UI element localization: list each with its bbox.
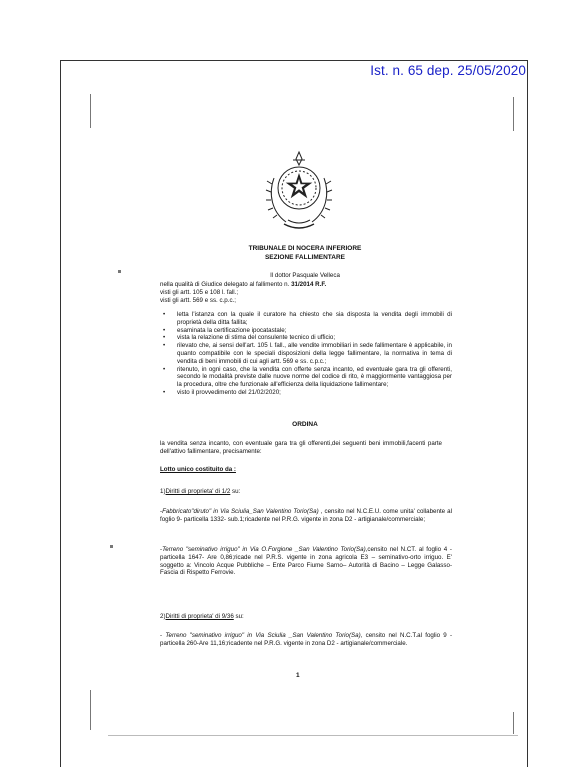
lot-number: 2) xyxy=(160,613,166,620)
list-item: • rilevato che, ai sensi dell'art. 105 l. fall., alle vendite immobiliari in sede fallimentare è applicabile, in quanto compatibile con le speciali disposizioni della legge fallimentare, la normativa in tema di vendita di beni immobili di cui agli artt. 569 e ss. c.p.c.; xyxy=(160,342,452,365)
lot-1-item-1 xyxy=(160,508,452,524)
item-title: Terreno "seminativo irriguo" in Via Sciulia _San Valentino Torio(Sa) xyxy=(165,632,361,639)
visti-line: visti gli artt. 105 e 108 l. fall.; xyxy=(160,289,239,296)
item-body: , censito nel N.C.E.U. come unita' collabente al foglio 9- particella 1332- sub.1;ricadente nel P.R.G. vigente in zona D2 - artigianale/commerciale; xyxy=(160,508,452,523)
lot-suffix: su: xyxy=(233,613,244,620)
order-text: la vendita senza incanto, con eventuale gara tra gli offerenti,dei seguenti beni immobili,facenti parte dell'attivo fallimentare, precisamente: xyxy=(160,440,442,455)
delegation-text: nella qualità di Giudice delegato al fallimento n. xyxy=(160,281,290,288)
republic-emblem-icon xyxy=(264,148,334,232)
judge-intro: Il dottor Pasquale Velleca xyxy=(270,272,340,279)
item-body: ,censito nel N.CT. al foglio 4 -particella 1647- Are 0,86;ricade nel P.R.S. vigente in zona agricola E3 – seminativo-orto irriguo. E' soggetto a: Vincolo Acque Pubbliche – Ente Parco Fiume Sarno– Autorità di Bacino – Legge Galasso-Fascia di Rispetto Ferrovie. xyxy=(160,546,452,577)
order-heading: ORDINA xyxy=(292,421,318,428)
visti-line: visti gli artt. 569 e ss. c.p.c.; xyxy=(160,297,236,304)
item-title: Fabbricato"diruto" in Via Sciulia_San Valentino Torio(Sa) xyxy=(162,508,319,515)
item-lead: - xyxy=(160,508,163,515)
item-lead: - xyxy=(160,632,166,639)
judge-delegation xyxy=(160,281,452,289)
case-number: 31/2014 R.F. xyxy=(291,281,327,288)
lot-rights: Diritti di proprieta' di 9/36 xyxy=(165,613,234,620)
lot-suffix: su: xyxy=(230,488,241,495)
lot-heading: Lotto unico costituito da : xyxy=(160,466,236,473)
list-item: • vista la relazione di stima del consulente tecnico di ufficio; xyxy=(160,334,452,342)
margin-mark xyxy=(90,690,91,730)
court-name: TRIBUNALE DI NOCERA INFERIORE xyxy=(248,245,362,252)
item-title: Terreno "seminativo irriguo" in Via O.Forgione _San Valentino Torio(Sa) xyxy=(162,546,366,553)
margin-rule xyxy=(108,735,518,736)
lot-rights: Diritti di proprieta' di 1/2 xyxy=(165,488,231,495)
margin-mark xyxy=(513,712,514,734)
lot-2-item-1 xyxy=(160,632,452,648)
page-number: 1 xyxy=(296,672,300,679)
list-item: • esaminata la certificazione ipocatastale; xyxy=(160,327,452,335)
lot-1-rights xyxy=(160,488,452,496)
deposit-stamp: Ist. n. 65 dep. 25/05/2020 xyxy=(370,63,526,78)
lot-1-item-2 xyxy=(160,546,452,577)
margin-mark xyxy=(90,94,91,128)
lot-2-rights xyxy=(160,613,452,621)
item-body: , censito nel N.C.T.al foglio 9 -particella 260-Are 11,16;ricadente nel P.R.G. vigente in zona D2 - artigianale/commerciale. xyxy=(160,632,453,647)
item-lead: - xyxy=(160,546,163,553)
considerations-list xyxy=(160,311,452,397)
court-section: SEZIONE FALLIMENTARE xyxy=(264,254,346,261)
list-item: • letta l'istanza con la quale il curatore ha chiesto che sia disposta la vendita degli immobili di proprietà della ditta fallita; xyxy=(160,311,452,327)
lot-number: 1) xyxy=(160,488,166,495)
list-item: • ritenuto, in ogni caso, che la vendita con offerte senza incanto, ed eventuale gara tra gli offerenti, secondo le modalità previste dalle nuove norme del codice di rito, è maggiormente vantaggiosa per la procedura, oltre che funzionale all'efficienza della liquidazione fallimentare; xyxy=(160,366,452,389)
margin-mark xyxy=(513,97,514,131)
margin-mark xyxy=(118,270,121,273)
margin-mark xyxy=(110,545,113,548)
list-item: • visto il provvedimento del 21/02/2020; xyxy=(160,389,452,397)
